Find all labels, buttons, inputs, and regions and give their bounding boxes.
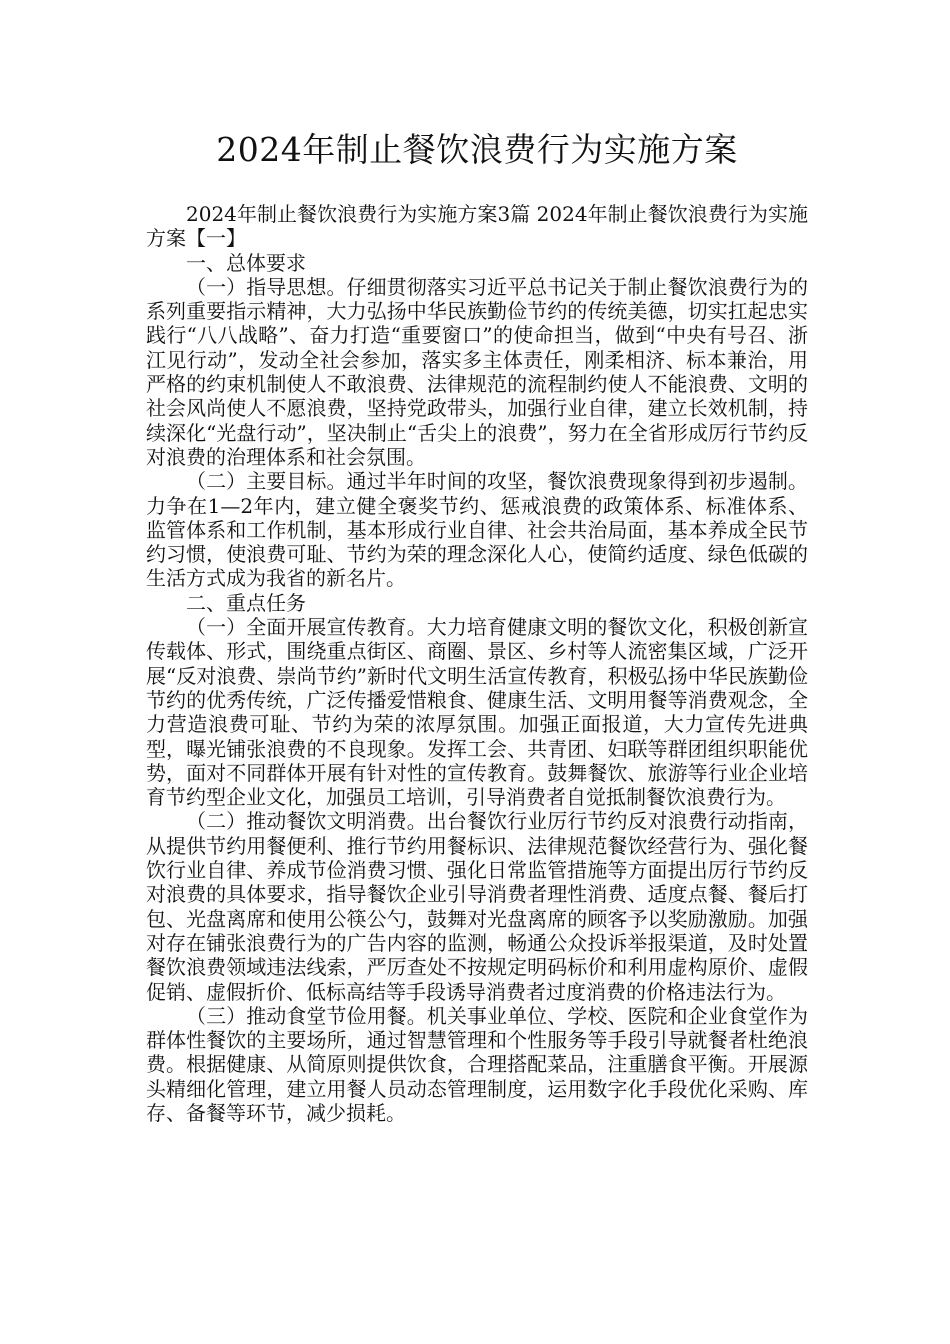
document-title: 2024年制止餐饮浪费行为实施方案 (216, 130, 738, 169)
paragraph-guiding-ideology: （一）指导思想。仔细贯彻落实习近平总书记关于制止餐饮浪费行为的系列重要指示精神，大力弘扬中华民族勤俭节约的传统美德，切实扛起忠实践行“八八战略”、奋力打造“重要窗口”的使命担当，做到“中央有号召、浙江见行动”，发动全社会参加，落实多主体责任，刚柔相济、标本兼治，用严格的约束机制使人不敢浪费、法律规范的流程制约使人不能浪费、文明的社会风尚使人不愿浪费，坚持党政带头，加强行业自律，建立长效机制，持续深化“光盘行动”，坚决制止“舌尖上的浪费”，努力在全省形成厉行节约反对浪费的治理体系和社会氛围。 (146, 274, 808, 469)
paragraph-canteen-frugality: （三）推动食堂节俭用餐。机关事业单位、学校、医院和企业食堂作为群体性餐饮的主要场所，通过智慧管理和个性服务等手段引导就餐者杜绝浪费。根据健康、从简原则提供饮食，合理搭配菜品，注重膳食平衡。开展源头精细化管理，建立用餐人员动态管理制度，运用数字化手段优化采购、库存、备餐等环节，减少损耗。 (146, 1003, 808, 1125)
paragraph-main-goals: （二）主要目标。通过半年时间的攻坚，餐饮浪费现象得到初步遏制。力争在1—2年内，建立健全褒奖节约、惩戒浪费的政策体系、标准体系、监管体系和工作机制，基本形成行业自律、社会共治局面，基本养成全民节约习惯，使浪费可耻、节约为荣的理念深化人心，使简约适度、绿色低碳的生活方式成为我省的新名片。 (146, 469, 808, 591)
document-body (146, 202, 808, 1125)
intro-paragraph: 2024年制止餐饮浪费行为实施方案3篇 2024年制止餐饮浪费行为实施方案【一】 (146, 202, 808, 251)
section-heading-key-tasks: 二、重点任务 (186, 590, 306, 615)
document-page (146, 128, 808, 1125)
section-heading-general-requirements: 一、总体要求 (186, 250, 306, 275)
paragraph-civilized-consumption: （二）推动餐饮文明消费。出台餐饮行业厉行节约反对浪费行动指南，从提供节约用餐便利、推行节约用餐标识、法律规范餐饮经营行为、强化餐饮行业自律、养成节俭消费习惯、强化日常监管措施等方面提出厉行节约反对浪费的具体要求，指导餐饮企业引导消费者理性消费、适度点餐、餐后打包、光盘离席和使用公筷公勺，鼓舞对光盘离席的顾客予以奖励激励。加强对存在铺张浪费行为的广告内容的监测，畅通公众投诉举报渠道，及时处置餐饮浪费领域违法线索，严厉查处不按规定明码标价和利用虚构原价、虚假促销、虚假折价、低标高结等手段诱导消费者过度消费的价格违法行为。 (146, 809, 808, 1004)
paragraph-publicity-education: （一）全面开展宣传教育。大力培育健康文明的餐饮文化，积极创新宣传载体、形式，围绕重点街区、商圈、景区、乡村等人流密集区域，广泛开展“反对浪费、崇尚节约”新时代文明生活宣传教育，积极弘扬中华民族勤俭节约的优秀传统，广泛传播爱惜粮食、健康生活、文明用餐等消费观念，全力营造浪费可耻、节约为荣的浓厚氛围。加强正面报道，大力宣传先进典型，曝光铺张浪费的不良现象。发挥工会、共青团、妇联等群团组织职能优势，面对不同群体开展有针对性的宣传教育。鼓舞餐饮、旅游等行业企业培育节约型企业文化，加强员工培训，引导消费者自觉抵制餐饮浪费行为。 (146, 615, 808, 810)
